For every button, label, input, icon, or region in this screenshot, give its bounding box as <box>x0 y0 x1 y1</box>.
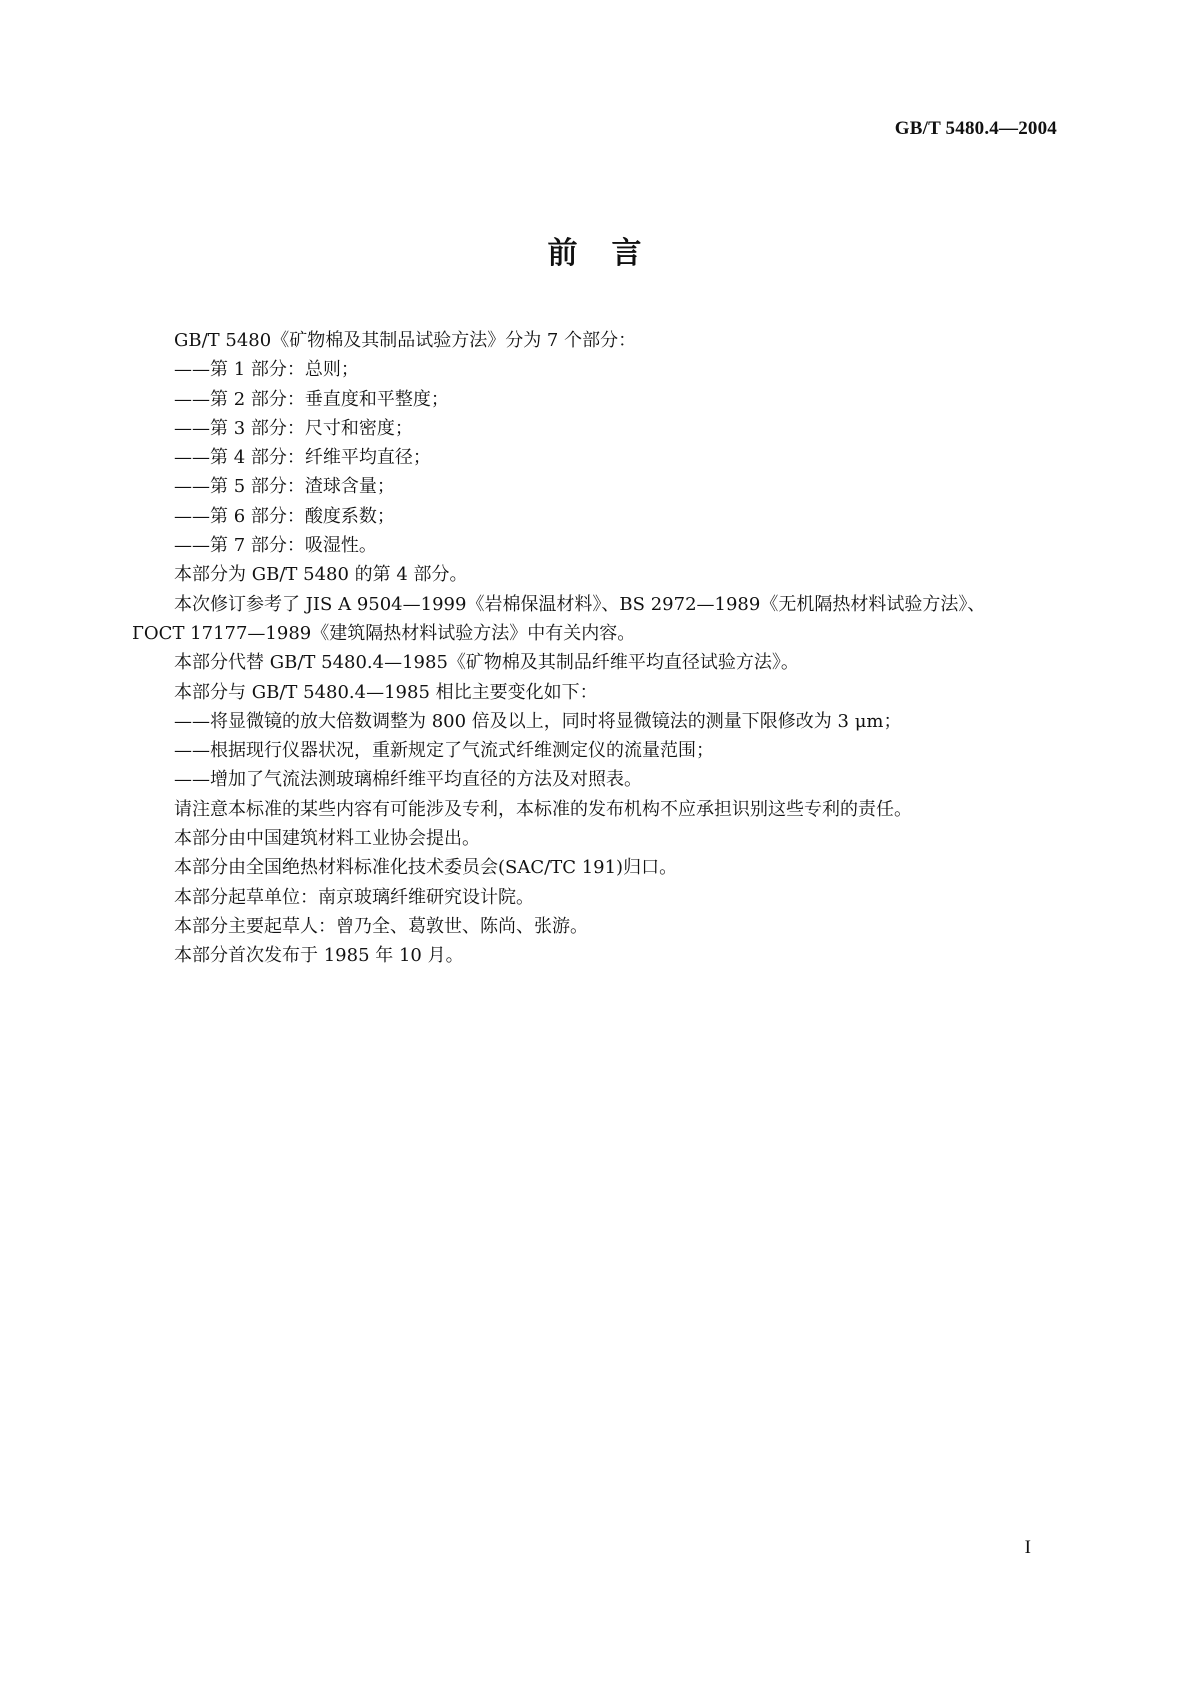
list-item: ——增加了气流法测玻璃棉纤维平均直径的方法及对照表。 <box>174 769 642 791</box>
list-item: ——第 1 部分：总则； <box>174 359 359 381</box>
list-item: ——第 4 部分：纤维平均直径； <box>174 447 431 469</box>
paragraph-line: 本部分代替 GB/T 5480.4—1985《矿物棉及其制品纤维平均直径试验方法》。 <box>174 652 799 674</box>
foreword-body <box>132 326 1072 971</box>
paragraph-line: 本部分首次发布于 1985 年 10 月。 <box>174 945 464 967</box>
list-item: ——第 6 部分：酸度系数； <box>174 505 395 527</box>
paragraph-line: 本部分由全国绝热材料标准化技术委员会(SAC/TC 191)归口。 <box>174 857 678 879</box>
list-item: ——根据现行仪器状况，重新规定了气流式纤维测定仪的流量范围； <box>174 740 714 762</box>
paragraph-line: GB/T 5480《矿物棉及其制品试验方法》分为 7 个部分： <box>174 330 637 351</box>
paragraph-line: 本部分由中国建筑材料工业协会提出。 <box>174 828 480 850</box>
list-item: ——第 2 部分：垂直度和平整度； <box>174 388 449 410</box>
page-title: 前 言 <box>547 236 644 271</box>
list-item: ——第 5 部分：渣球含量； <box>174 476 395 498</box>
paragraph-line: 本部分为 GB/T 5480 的第 4 部分。 <box>174 564 468 586</box>
paragraph-line: 本次修订参考了 JIS A 9504—1999《岩棉保温材料》、BS 2972—1989《无机隔热材料试验方法》、 <box>174 593 986 615</box>
list-item: ——第 3 部分：尺寸和密度； <box>174 417 413 439</box>
paragraph-line: 本部分主要起草人：曾乃全、葛敦世、陈尚、张游。 <box>174 915 588 937</box>
list-item: ——将显微镜的放大倍数调整为 800 倍及以上，同时将显微镜法的测量下限修改为 3 μm； <box>174 710 902 732</box>
paragraph-line: ГОСТ 17177—1989《建筑隔热材料试验方法》中有关内容。 <box>132 622 636 644</box>
paragraph-line: 本部分起草单位：南京玻璃纤维研究设计院。 <box>174 886 534 908</box>
standard-number: GB/T 5480.4—2004 <box>894 118 1057 139</box>
paragraph-line: 请注意本标准的某些内容有可能涉及专利，本标准的发布机构不应承担识别这些专利的责任。 <box>174 798 912 820</box>
page-number: I <box>1024 1537 1031 1558</box>
list-item: ——第 7 部分：吸湿性。 <box>174 535 377 557</box>
paragraph-line: 本部分与 GB/T 5480.4—1985 相比主要变化如下： <box>174 681 598 703</box>
